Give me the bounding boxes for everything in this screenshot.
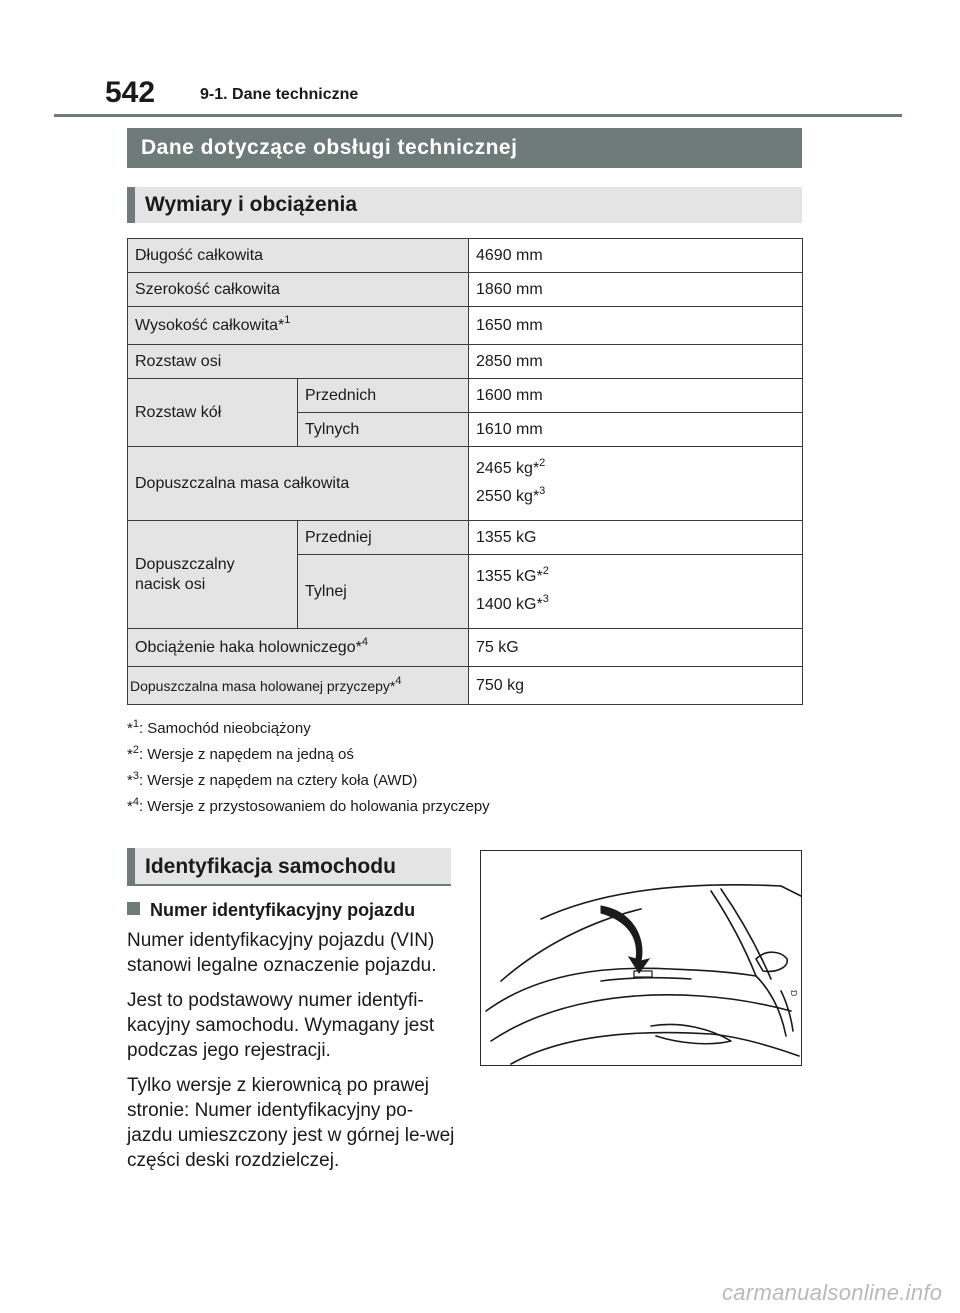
gvm-values: [469, 447, 803, 521]
trailer-footnote-ref: 4: [395, 674, 402, 687]
footnote: [127, 742, 802, 768]
hitch-value: 75 kG: [469, 629, 803, 667]
axle-rear-value-line: [476, 595, 795, 615]
subsection-title: Wymiary i obciążenia: [127, 187, 802, 223]
table-row: [128, 629, 803, 667]
wheelbase-label: Rozstaw osi: [128, 345, 469, 379]
footnote-number: 4: [132, 796, 139, 808]
hitch-label-cell: [128, 629, 469, 667]
height-label-cell: [128, 307, 469, 345]
axle-footnote-ref: 2: [542, 565, 549, 577]
axle-rear-value-line: [476, 567, 795, 587]
header-divider: [54, 114, 902, 117]
chapter-title: 9-1. Dane techniczne: [200, 86, 359, 103]
footnote-text: : Samochód nieobciążony: [138, 720, 311, 737]
trailer-label-cell: [128, 667, 469, 705]
paragraph: Jest to podstawowy numer identyfi-kacyjny samochodu. Wymagany jest podczas jego rejestracji.: [127, 990, 435, 1061]
footnote-number: 2: [132, 744, 139, 756]
door-handle-icon: ဗ: [790, 985, 798, 1000]
footnote-mark: *: [127, 798, 133, 815]
car-windshield-drawing: [481, 851, 801, 1065]
footnote-text: : Wersje z napędem na jedną oś: [138, 746, 354, 763]
footnote-mark: *: [127, 772, 133, 789]
track-front-label: Przednich: [298, 379, 469, 413]
length-value: 4690 mm: [469, 239, 803, 273]
section-title: Dane dotyczące obsługi technicznej: [127, 128, 802, 168]
vin-location-illustration: [480, 850, 802, 1066]
hitch-label: Obciążenie haka holowniczego*: [135, 638, 362, 656]
footnote-number: 1: [132, 718, 139, 730]
vin-description: [127, 928, 457, 1183]
gvm-footnote-ref: 2: [539, 457, 546, 469]
axle-label-line: Dopuszczalny: [135, 555, 235, 573]
footnote-number: 3: [132, 770, 139, 782]
watermark: carmanualsonline.info: [722, 1280, 943, 1305]
gvm-value-awd: 2550 kg*: [476, 488, 540, 505]
hitch-footnote-ref: 4: [361, 635, 368, 648]
table-row: [128, 307, 803, 345]
length-label: Długość całkowita: [128, 239, 469, 273]
identification-title: Identyfikacja samochodu: [127, 848, 451, 886]
track-rear-label: Tylnych: [298, 413, 469, 447]
footnote-mark: *: [127, 746, 133, 763]
vin-heading: [127, 898, 415, 922]
width-label: Szerokość całkowita: [128, 273, 469, 307]
gvm-label: Dopuszczalna masa całkowita: [128, 447, 469, 521]
table-row: [128, 667, 803, 705]
footnote: [127, 794, 802, 820]
footnote-mark: *: [127, 720, 133, 737]
table-row: [128, 345, 803, 379]
axle-rear-values: [469, 555, 803, 629]
axle-rear-value-2wd: 1355 kG*: [476, 568, 543, 585]
height-value: 1650 mm: [469, 307, 803, 345]
dimensions-table: [127, 238, 803, 705]
axle-front-label: Przedniej: [298, 521, 469, 555]
square-bullet-icon: [127, 902, 140, 915]
trailer-value: 750 kg: [469, 667, 803, 705]
table-row: [128, 379, 803, 413]
axle-rear-value-awd: 1400 kG*: [476, 596, 543, 613]
page-number: 542: [105, 76, 156, 109]
footnote: [127, 716, 802, 742]
track-label: Rozstaw kół: [128, 379, 298, 447]
height-footnote-ref: 1: [284, 313, 291, 326]
footnote-text: : Wersje z napędem na cztery koła (AWD): [138, 772, 418, 789]
height-label: Wysokość całkowita*: [135, 316, 285, 334]
footnotes: [127, 716, 802, 820]
paragraph: Tylko wersje z kierownicą po prawej stronie: Numer identyfikacyjny po-jazdu umieszczony jest w górnej le-wej części deski rozdzielczej.: [127, 1075, 455, 1171]
vin-plate-icon: [634, 971, 652, 977]
pointer-arrow-icon: [601, 906, 649, 973]
table-row: [128, 273, 803, 307]
gvm-value-line: [476, 487, 795, 507]
axle-load-label: [128, 521, 298, 629]
track-front-value: 1600 mm: [469, 379, 803, 413]
axle-front-value: 1355 kG: [469, 521, 803, 555]
gvm-value-2wd: 2465 kg*: [476, 460, 540, 477]
table-row: [128, 239, 803, 273]
table-row: [128, 521, 803, 555]
track-rear-value: 1610 mm: [469, 413, 803, 447]
wheelbase-value: 2850 mm: [469, 345, 803, 379]
axle-footnote-ref: 3: [542, 593, 549, 605]
paragraph: Numer identyfikacyjny pojazdu (VIN) stanowi legalne oznaczenie pojazdu.: [127, 930, 437, 976]
trailer-label: Dopuszczalna masa holowanej przyczepy*: [130, 677, 396, 694]
table-row: [128, 447, 803, 521]
vin-heading-text: Numer identyfikacyjny pojazdu: [150, 900, 416, 920]
footnote-text: : Wersje z przystosowaniem do holowania przyczepy: [138, 798, 490, 815]
axle-label-line: nacisk osi: [135, 575, 206, 593]
width-value: 1860 mm: [469, 273, 803, 307]
gvm-footnote-ref: 3: [539, 485, 546, 497]
gvm-value-line: [476, 459, 795, 479]
axle-rear-label: Tylnej: [298, 555, 469, 629]
footnote: [127, 768, 802, 794]
